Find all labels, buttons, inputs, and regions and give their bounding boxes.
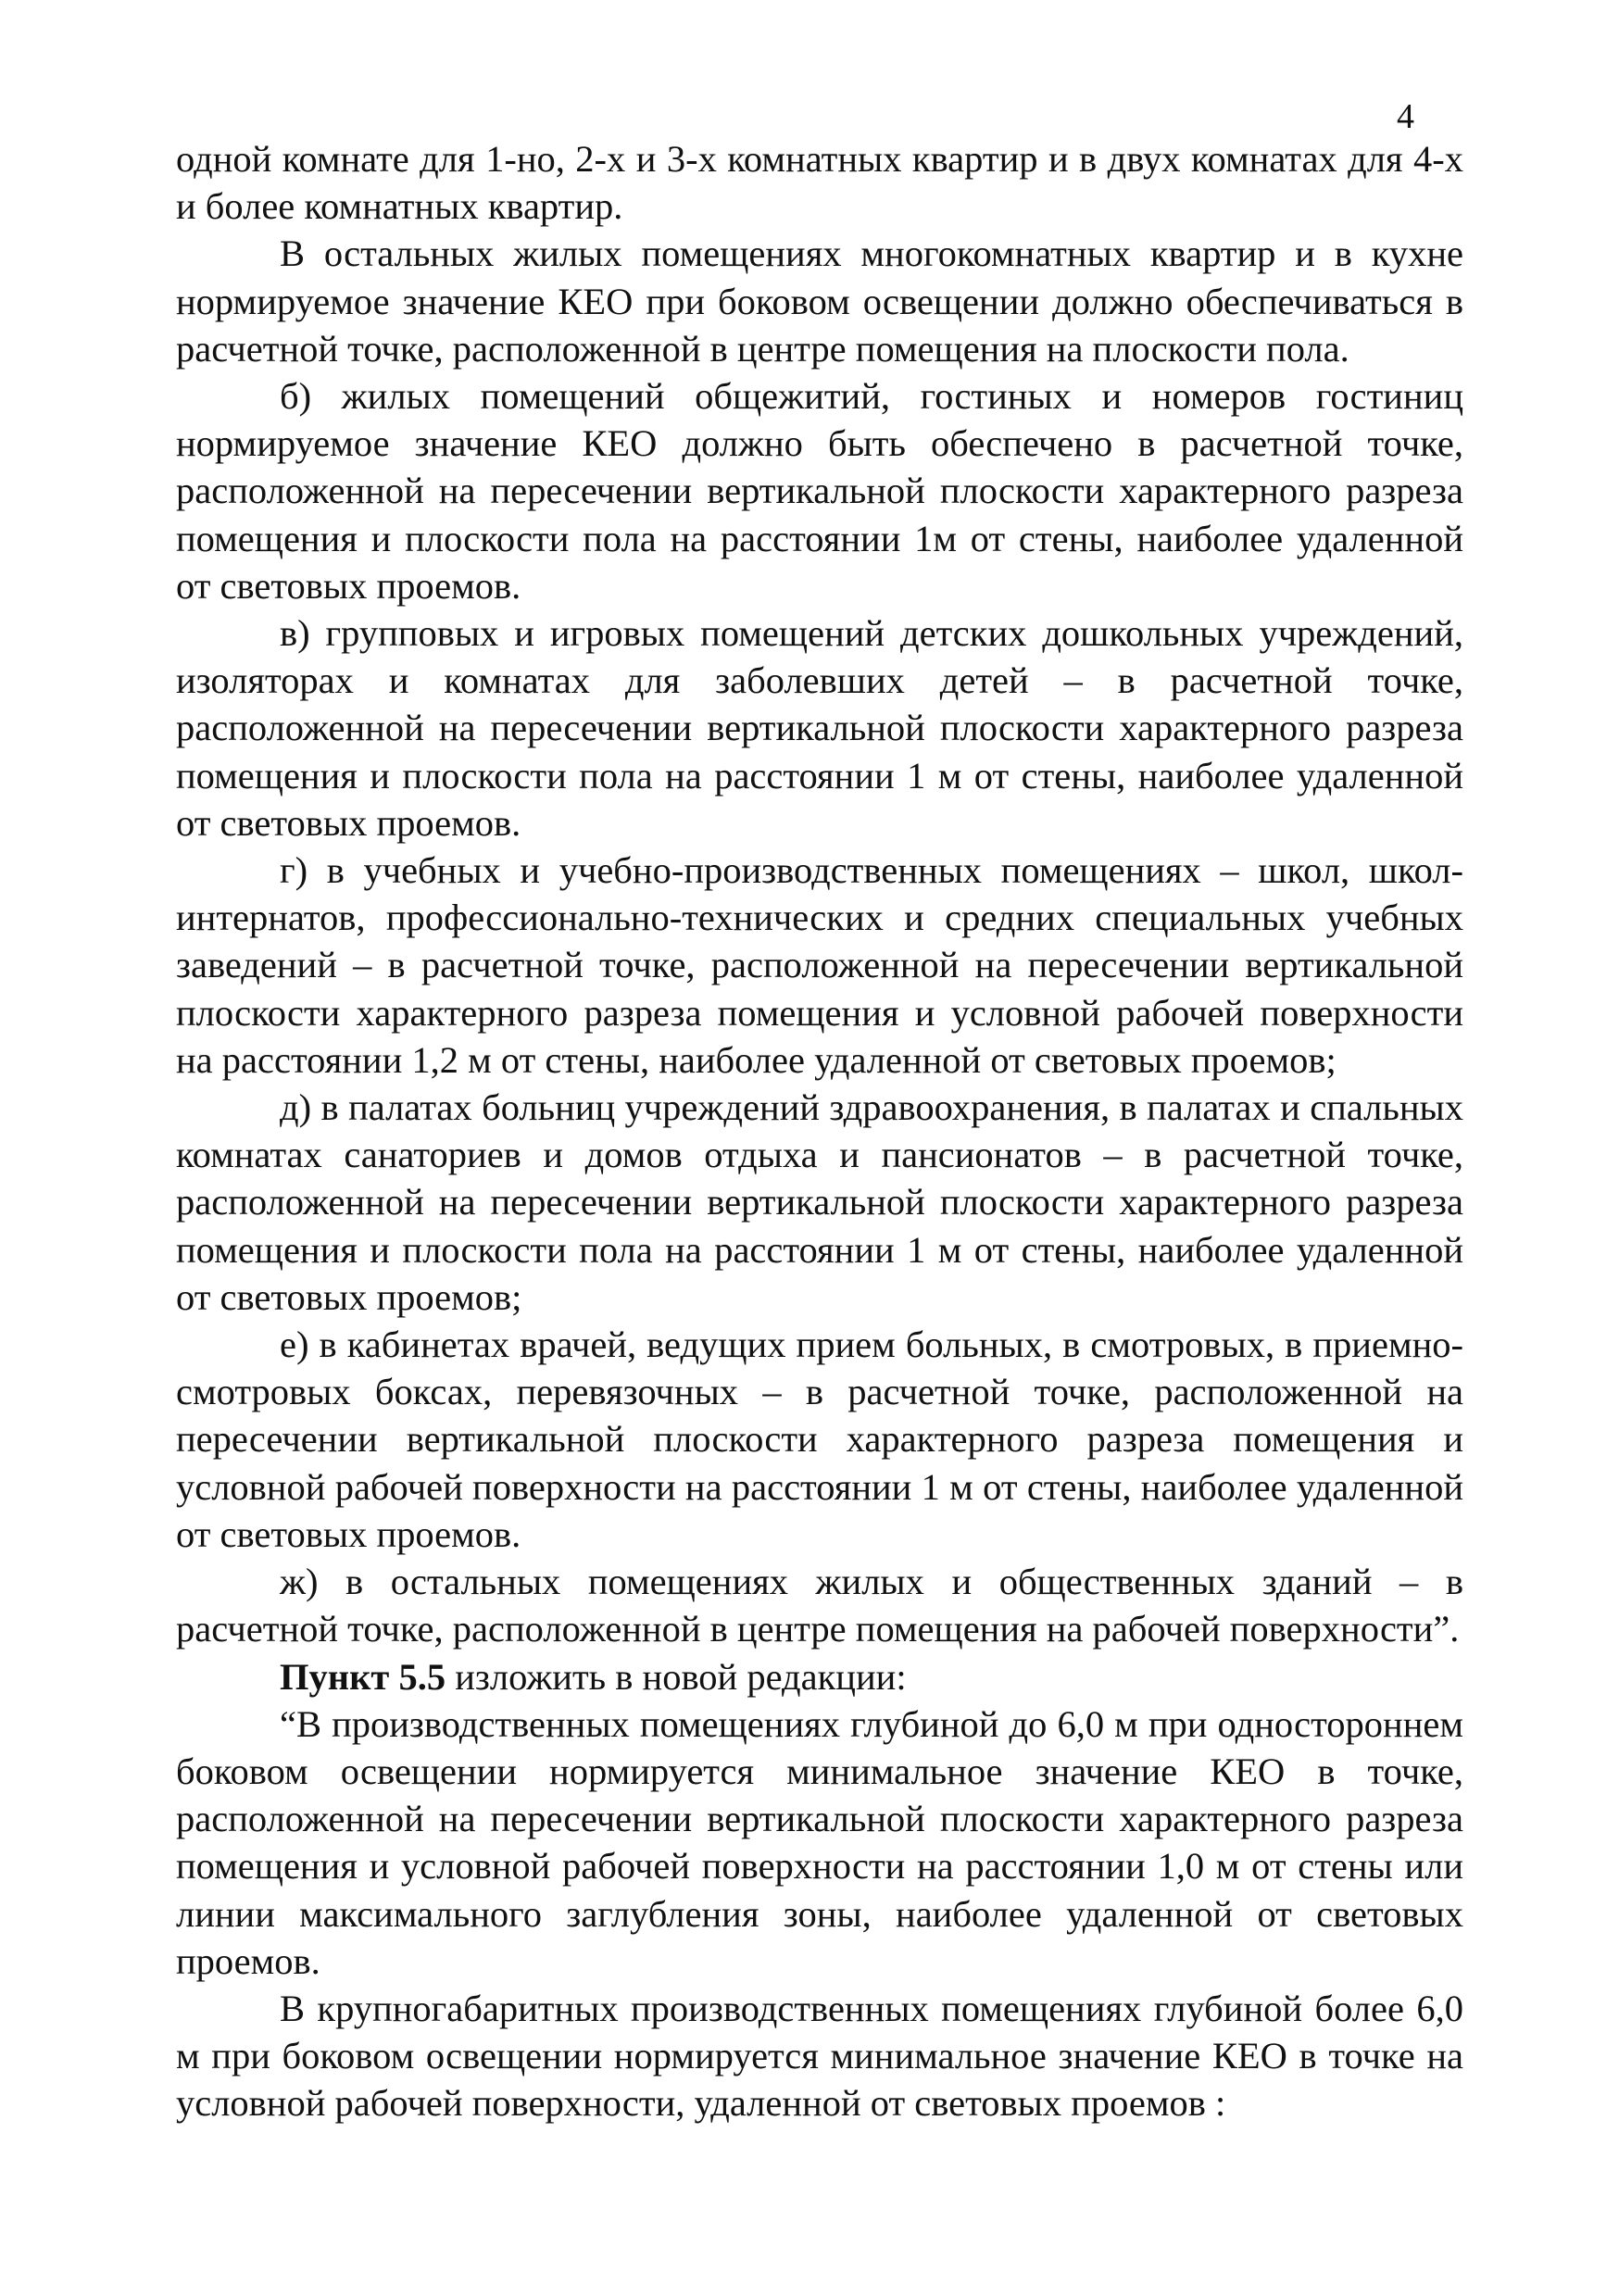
clause-instruction: изложить в новой редакции: [446,1655,907,1698]
body-text [176,135,1463,2127]
paragraph-kitchen: В остальных жилых помещениях многокомнатных квартир и в кухне нормируемое значение КЕО при боковом освещении должно обеспечиваться в расчетной точке, расположенной в центре помещения на плоскости пола. [176,232,1463,370]
paragraph-clause-5-5 [176,1653,1463,1700]
paragraph-large-industrial-rooms: В крупногабаритных производственных помещениях глубиной более 6,0 м при боковом освещении нормируется минимальное значение КЕО в точке на условной рабочей поверхности, удаленной от световых проемов : [176,1987,1463,2125]
paragraph-item-g: г) в учебных и учебно-производственных помещениях – школ, школ-интернатов, профессионально-технических и средних специальных учебных заведений – в расчетной точке, расположенной на пересечении вертикальной плоскости характерного разреза помещения и условной рабочей поверхности на расстоянии 1,2 м от стены, наиболее удаленной от световых проемов; [176,849,1463,1081]
paragraph-industrial-rooms: “В производственных помещениях глубиной до 6,0 м при одностороннем боковом освещении нормируется минимальное значение КЕО в точке, расположенной на пересечении вертикальной плоскости характерного разреза помещения и условной рабочей поверхности на расстоянии 1,0 м от стены или линии максимального заглубления зоны, наиболее удаленной от световых проемов. [176,1702,1463,1982]
paragraph-item-v: в) групповых и игровых помещений детских дошкольных учреждений, изоляторах и комнатах для заболевших детей – в расчетной точке, расположенной на пересечении вертикальной плоскости характерного разреза помещения и плоскости пола на расстоянии 1 м от стены, наиболее удаленной от световых проемов. [176,612,1463,844]
paragraph-item-zh: ж) в остальных помещениях жилых и общественных зданий – в расчетной точке, расположенной в центре помещения на рабочей поверхности”. [176,1561,1463,1650]
paragraph-item-d: д) в палатах больниц учреждений здравоохранения, в палатах и спальных комнатах санаториев и домов отдыха и пансионатов – в расчетной точке, расположенной на пересечении вертикальной плоскости характерного разреза помещения и плоскости пола на расстоянии 1 м от стены, наиболее удаленной от световых проемов; [176,1086,1463,1318]
paragraph-item-e: е) в кабинетах врачей, ведущих прием больных, в смотровых, в приемно-смотровых боксах, перевязочных – в расчетной точке, расположенной на пересечении вертикальной плоскости характерного разреза помещения и условной рабочей поверхности на расстоянии 1 м от стены, наиболее удаленной от световых проемов. [176,1324,1463,1555]
page-number: 4 [1397,97,1414,136]
paragraph-item-b: б) жилых помещений общежитий, гостиных и номеров гостиниц нормируемое значение КЕО должно быть обеспечено в расчетной точке, расположенной на пересечении вертикальной плоскости характерного разреза помещения и плоскости пола на расстоянии 1м от стены, наиболее удаленной от световых проемов. [176,375,1463,607]
clause-reference: Пункт 5.5 [280,1655,446,1698]
paragraph-continuation: одной комнате для 1-но, 2-х и 3-х комнатных квартир и в двух комнатах для 4-х и более комнатных квартир. [176,138,1463,228]
